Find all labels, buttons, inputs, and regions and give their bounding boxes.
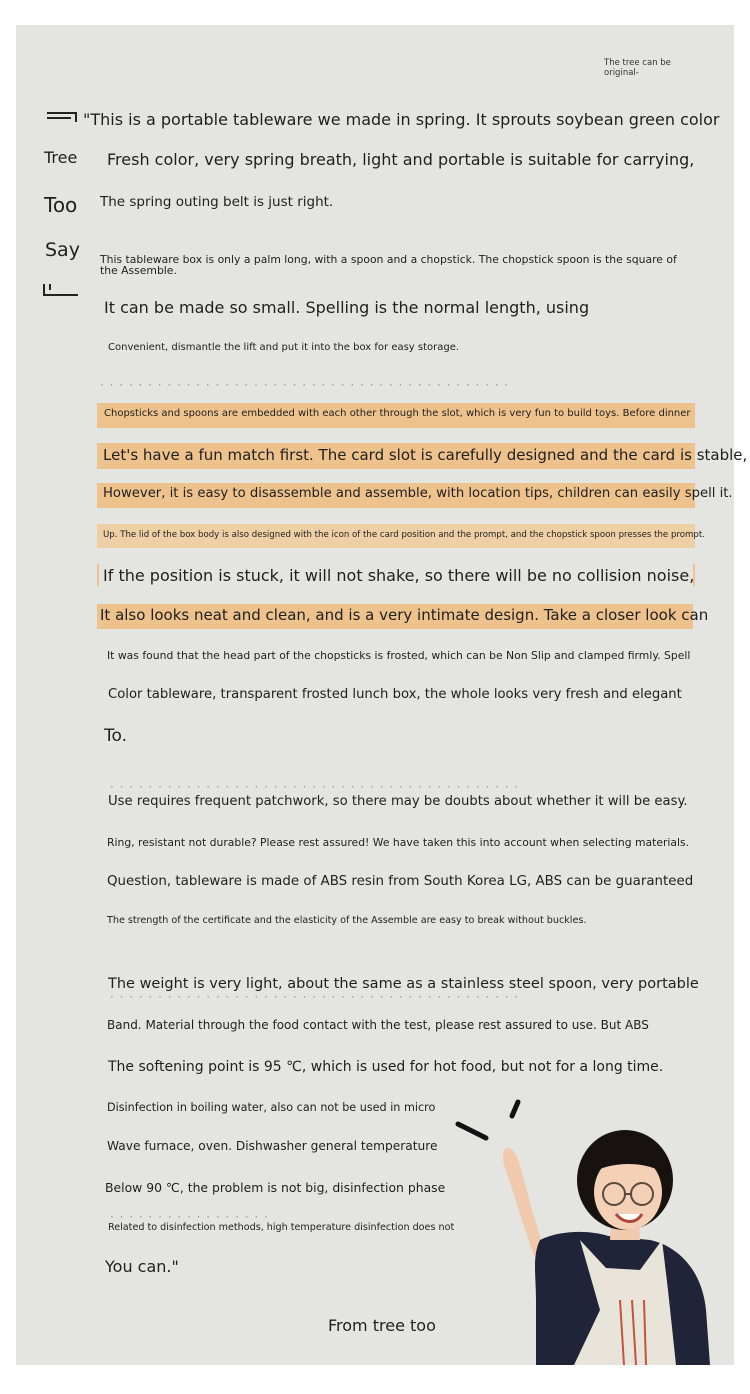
line-15: Band. Material through the food contact with the test, please rest assured to use. But ABS xyxy=(107,1018,649,1032)
faded-fragment: · · · · · · · · · · · · · · · · · xyxy=(110,1210,269,1224)
person-pointing-image xyxy=(440,1090,734,1365)
line-20: Related to disinfection methods, high temperature disinfection does not xyxy=(108,1222,455,1233)
line-9: To. xyxy=(104,726,128,746)
line-5: It can be made so small. Spelling is the normal length, using xyxy=(104,298,590,317)
faded-fragment: · · · · · · · · · · · · · · · · · · · · · · · · · · · · · · · · · · · · · · · · · · · xyxy=(110,780,520,794)
highlight-line-1: Chopsticks and spoons are embedded with each other through the slot, which is very fun to build toys. Before dinner xyxy=(104,408,691,419)
line-18: Wave furnace, oven. Dishwasher general temperature xyxy=(107,1139,438,1153)
highlight-line-2: Let's have a fun match first. The card slot is carefully designed and the card is stable, xyxy=(103,446,748,464)
line-8: Color tableware, transparent frosted lunch box, the whole looks very fresh and elegant xyxy=(108,687,682,702)
line-1: "This is a portable tableware we made in spring. It sprouts soybean green color xyxy=(83,110,720,129)
highlight-line-5: If the position is stuck, it will not shake, so there will be no collision noise, xyxy=(103,566,695,585)
line-4b: the Assemble. xyxy=(100,264,177,277)
line-7: It was found that the head part of the chopsticks is frosted, which can be Non Slip and clamped firmly. Spell xyxy=(107,649,691,662)
highlight-edge-left xyxy=(97,564,99,586)
bracket-bottom-icon xyxy=(43,284,78,296)
line-11: Ring, resistant not durable? Please rest assured! We have taken this into account when selecting materials. xyxy=(107,836,690,849)
line-10: Use requires frequent patchwork, so there may be doubts about whether it will be easy. xyxy=(108,794,688,809)
credit-text: The tree can be original- xyxy=(604,58,671,78)
line-19: Below 90 ℃, the problem is not big, disinfection phase xyxy=(105,1180,446,1195)
side-word-too: Too xyxy=(44,193,78,217)
faded-fragment: · · · · · · · · · · · · · · · · · · · · · · · · · · · · · · · · · · · · · · · · · · · xyxy=(110,990,520,1004)
line-14: The weight is very light, about the same as a stainless steel spoon, very portable xyxy=(108,976,699,992)
signature: From tree too xyxy=(328,1316,436,1335)
emphasis-stroke-icon xyxy=(512,1102,518,1116)
highlight-line-3: However, it is easy to disassemble and assemble, with location tips, children can easily spell it. xyxy=(103,486,733,501)
line-2: Fresh color, very spring breath, light and portable is suitable for carrying, xyxy=(107,150,695,169)
highlight-line-4: Up. The lid of the box body is also designed with the icon of the card position and the prompt, and the chopstick spoon presses the prompt. xyxy=(103,530,705,540)
line-3: The spring outing belt is just right. xyxy=(100,194,334,210)
highlight-line-6: It also looks neat and clean, and is a very intimate design. Take a closer look can xyxy=(100,606,709,624)
line-6: Convenient, dismantle the lift and put it into the box for easy storage. xyxy=(108,342,460,353)
line-16: The softening point is 95 ℃, which is used for hot food, but not for a long time. xyxy=(108,1059,664,1075)
line-17: Disinfection in boiling water, also can not be used in micro xyxy=(107,1101,436,1114)
line-12: Question, tableware is made of ABS resin from South Korea LG, ABS can be guaranteed xyxy=(107,874,694,889)
line-13: The strength of the certificate and the elasticity of the Assemble are easy to break without buckles. xyxy=(107,915,587,926)
line-4a: This tableware box is only a palm long, with a spoon and a chopstick. The chopstick spoon is the square of xyxy=(100,253,677,266)
emphasis-stroke-icon xyxy=(458,1124,486,1138)
side-word-say: Say xyxy=(45,239,80,261)
faded-fragment: · · · · · · · · · · · · · · · · · · · · · · · · · · · · · · · · · · · · · · · · · · · xyxy=(100,378,510,392)
bracket-top-icon xyxy=(47,112,77,122)
side-word-tree: Tree xyxy=(44,148,78,167)
line-21: You can." xyxy=(105,1257,179,1276)
